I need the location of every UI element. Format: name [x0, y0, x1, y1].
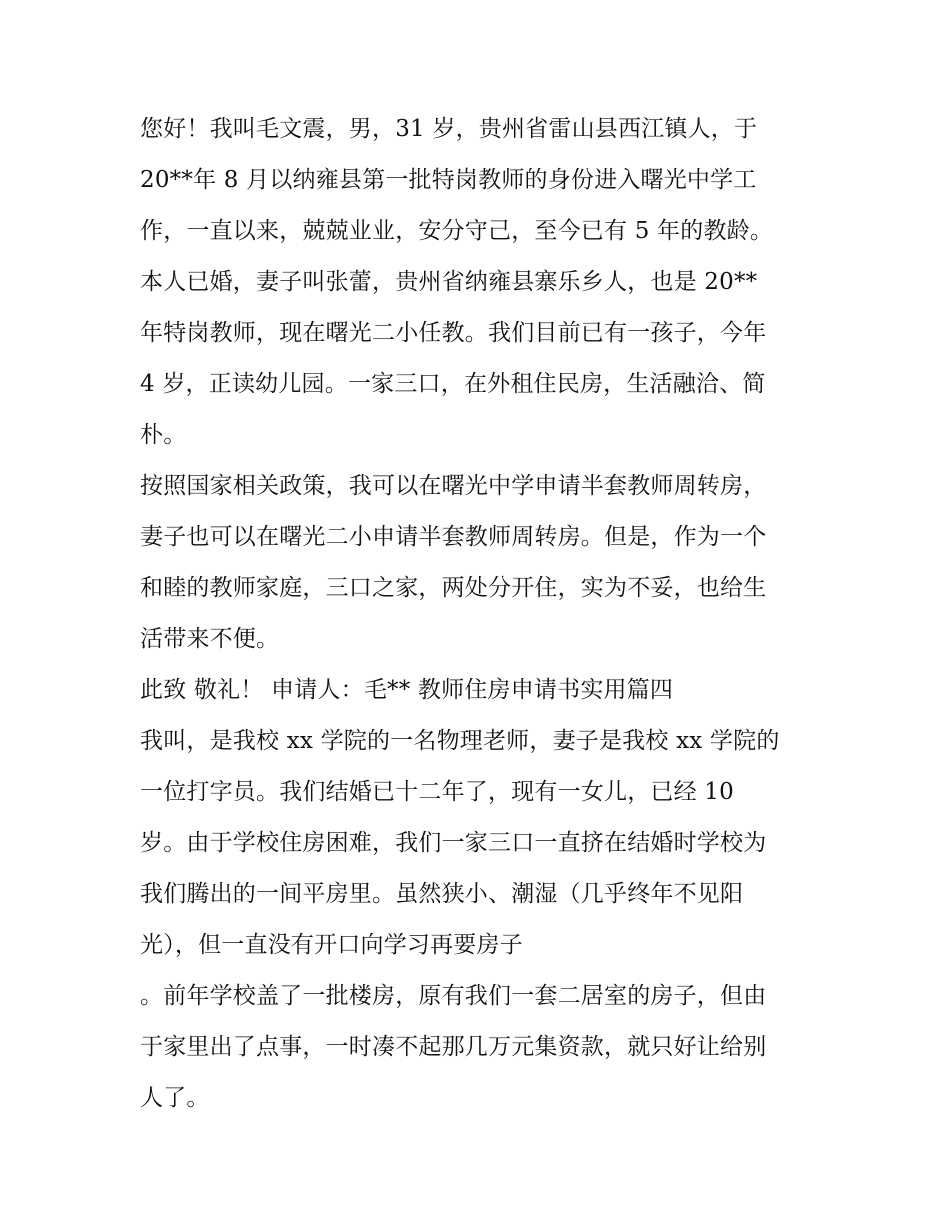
text-line: 人了。	[140, 1085, 210, 1111]
text-line: 您好！我叫毛文震，男，31 岁，贵州省雷山县西江镇人，于	[140, 116, 758, 142]
text-line: 活带来不便。	[140, 626, 280, 652]
text-line: 本人已婚，妻子叫张蕾，贵州省纳雍县寨乐乡人，也是 20**	[140, 269, 758, 295]
text-line: 和睦的教师家庭，三口之家，两处分开住，实为不妥，也给生	[140, 575, 767, 601]
text-line: 岁。由于学校住房困难，我们一家三口一直挤在结婚时学校为	[140, 830, 767, 856]
text-line: 于家里出了点事，一时凑不起那几万元集资款，就只好让给别	[140, 1034, 767, 1060]
text-line: 。前年学校盖了一批楼房，原有我们一套二居室的房子，但由	[140, 983, 767, 1009]
text-line: 妻子也可以在曙光二小申请半套教师周转房。但是，作为一个	[140, 524, 767, 550]
text-line: 20**年 8 月以纳雍县第一批特岗教师的身份进入曙光中学工	[140, 167, 757, 193]
text-line: 按照国家相关政策，我可以在曙光中学申请半套教师周转房，	[140, 473, 767, 499]
text-line: 我叫，是我校 xx 学院的一名物理老师，妻子是我校 xx 学院的	[140, 728, 780, 754]
text-line: 4 岁，正读幼儿园。一家三口，在外租住民房，生活融洽、简	[140, 371, 766, 397]
text-line: 年特岗教师，现在曙光二小任教。我们目前已有一孩子，今年	[140, 320, 767, 346]
text-line: 朴。	[140, 422, 187, 448]
text-line: 作，一直以来，兢兢业业，安分守己，至今已有 5 年的教龄。	[140, 218, 774, 244]
body-text	[140, 108, 840, 1128]
text-line: 我们腾出的一间平房里。虽然狭小、潮湿（几乎终年不见阳	[140, 881, 744, 907]
text-line: 此致 敬礼！ 申请人：毛** 教师住房申请书实用篇四	[140, 677, 674, 703]
text-line: 一位打字员。我们结婚已十二年了，现有一女儿，已经 10	[140, 779, 734, 805]
text-line: 光），但一直没有开口向学习再要房子	[140, 932, 523, 958]
